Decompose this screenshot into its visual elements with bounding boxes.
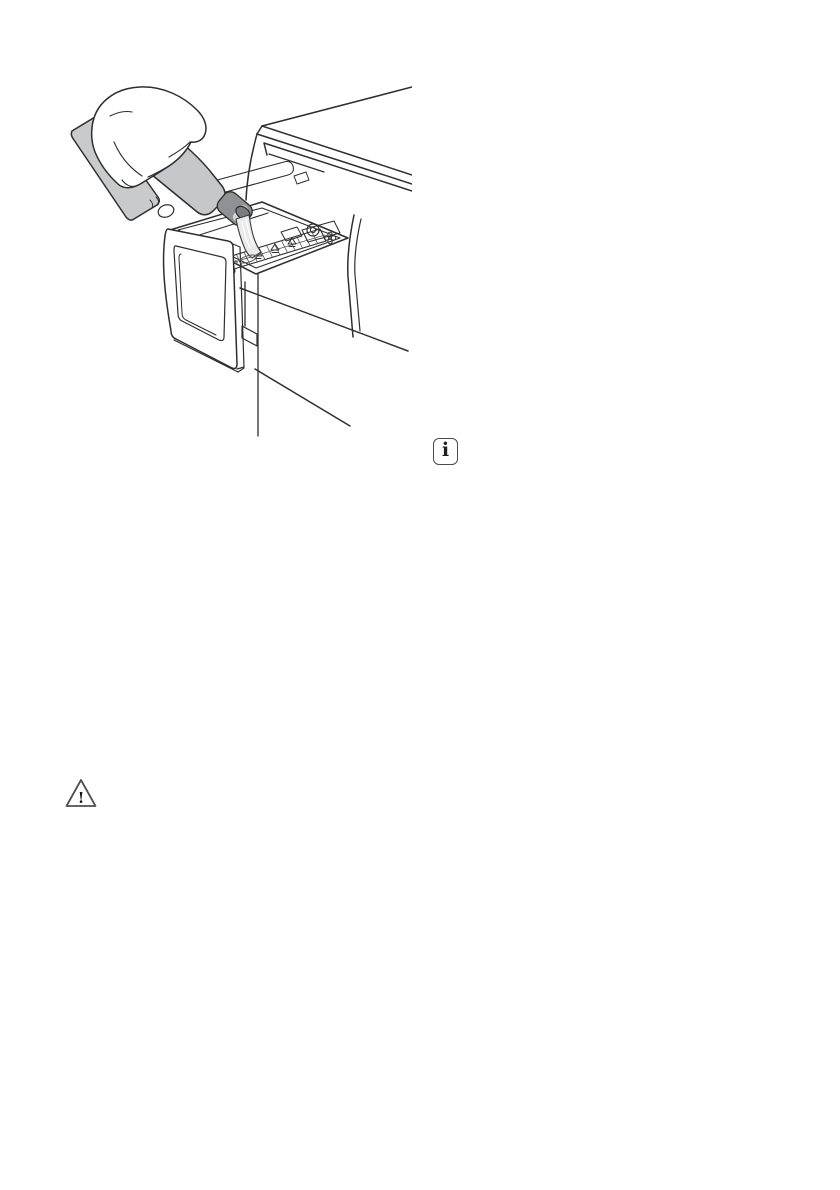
machine-left-edge — [246, 134, 257, 200]
drawer-front-panel-drawing — [164, 229, 244, 372]
door-recess-inner-edge — [355, 219, 361, 331]
detergent-pouring-illustration — [62, 80, 412, 450]
drawer-opening-inner-line — [269, 154, 324, 172]
warning-icon — [64, 777, 98, 811]
info-icon — [433, 438, 458, 465]
warning-icon-glyph: ! — [77, 789, 85, 807]
info-icon-glyph: i — [441, 439, 450, 461]
machine-bottom-diagonal-2 — [255, 369, 350, 426]
drawer-rail — [245, 272, 258, 436]
fingertip — [156, 203, 175, 220]
machine-top-front-edge — [262, 126, 412, 175]
hand-with-bottle-drawing — [71, 87, 255, 229]
door-recess-outer-edge — [348, 215, 354, 337]
machine-corner-edge — [257, 126, 262, 134]
machine-slab-bottom-edge — [257, 134, 412, 184]
drawer-flap-tab — [294, 172, 309, 184]
machine-top-depth-edge — [262, 87, 412, 126]
machine-bottom-diagonal — [240, 288, 408, 351]
drawer-rail-bracket — [242, 326, 257, 346]
